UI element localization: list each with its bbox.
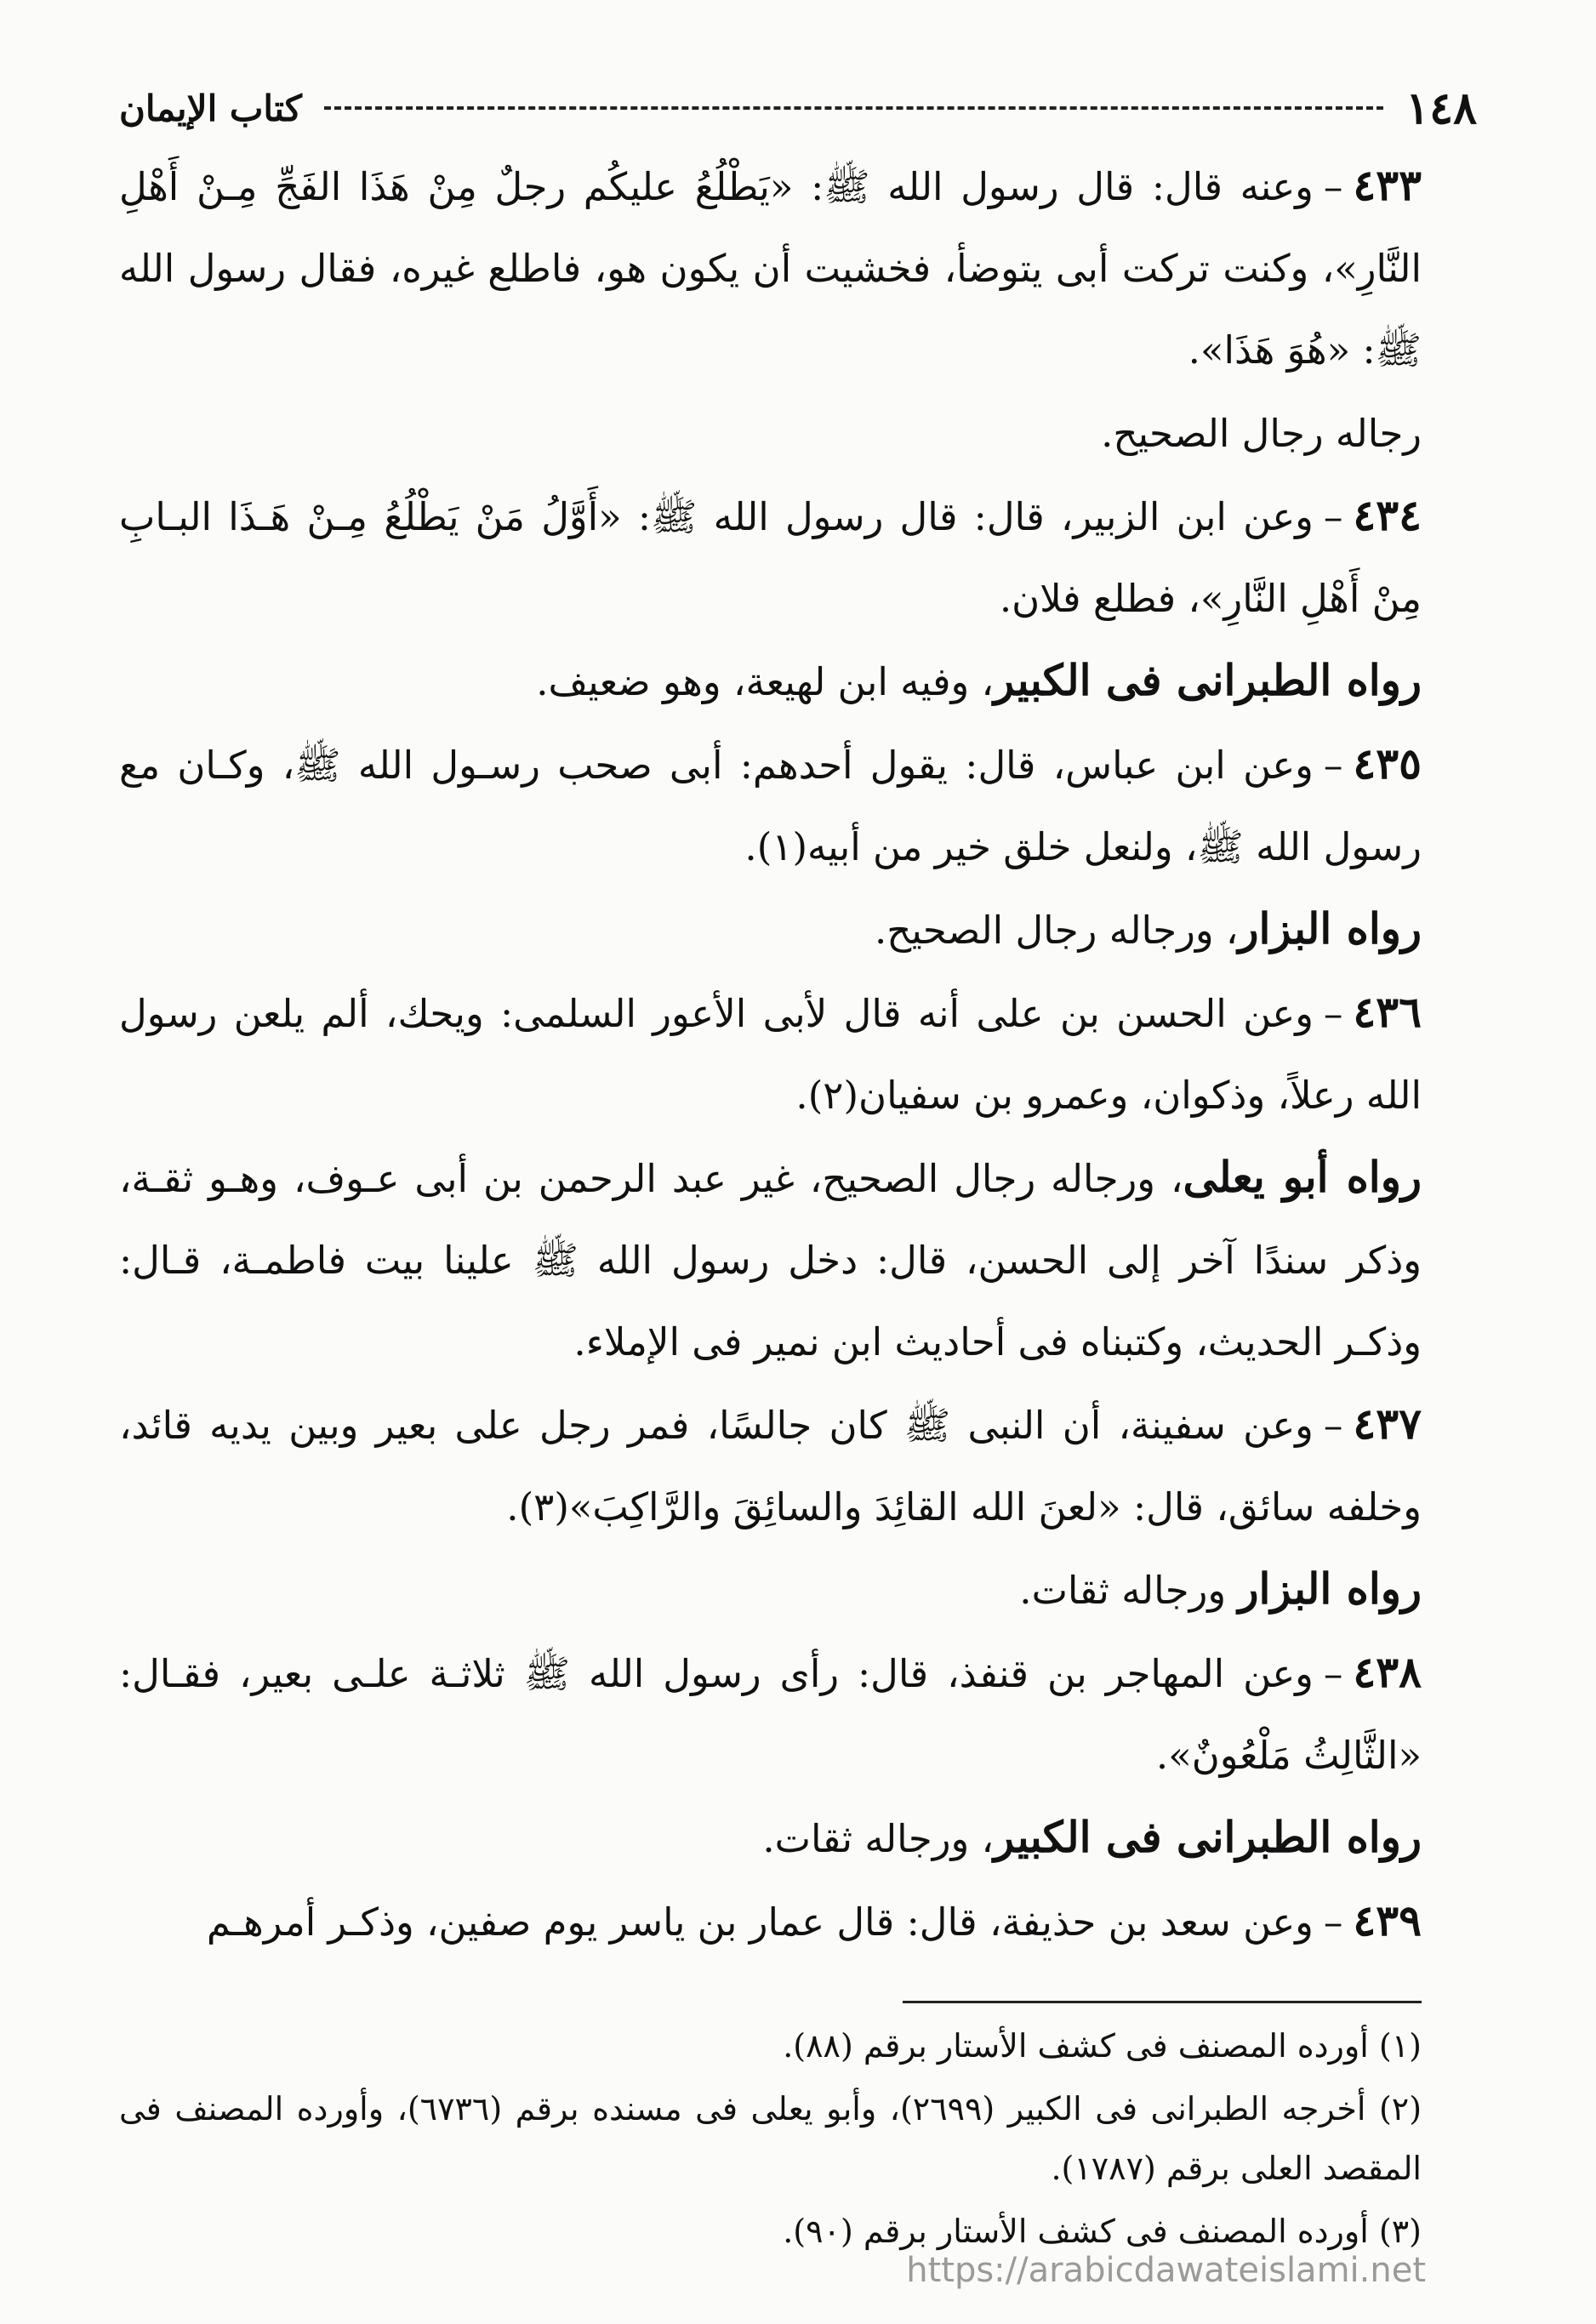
hadith-number: ٤٣٦ — [1353, 987, 1422, 1037]
page-header — [119, 78, 1477, 138]
header-dashed-rule — [324, 106, 1383, 110]
footnote-2 — [119, 2079, 1422, 2198]
source-note — [119, 640, 1422, 723]
hadith-number: ٤٣٣ — [1353, 160, 1422, 210]
source-text: ، ورجاله ثقات. — [762, 1816, 995, 1861]
hadith-text: وعنه قال: قال رسول الله ﷺ: «يَطْلُعُ عليكُم رجلٌ مِنْ هَذَا الفَجِّ مِـنْ أَهْلِ النَّارِ»، وكنت تركت أبى يتوضأ، فخشيت أن يكون هو، فاطلع غيره، فقال رسول الله ﷺ: «هُوَ هَذَا». — [119, 164, 1422, 373]
hadith-437: ٤٣٧–وعن سفينة، أن النبى ﷺ كان جالسًا، فمر رجل على بعير وبين يديه قائد، وخلفه سائق، قال: «لعنَ الله القائِدَ والسائِقَ والرَّاكِبَ»(٣). — [119, 1398, 1422, 1529]
hadith-number: ٤٣٩ — [1353, 1895, 1422, 1945]
footnote-mark: (٣) — [1378, 2213, 1422, 2250]
book-title: كتاب الإيمان — [119, 87, 302, 129]
hadith-number: ٤٣٤ — [1353, 490, 1422, 540]
hadith-number: ٤٣٨ — [1353, 1647, 1422, 1697]
hadith-text: وعن الحسن بن على أنه قال لأبى الأعور السلمى: ويحك، ألم يلعن رسول الله رعلاً، وذكوان، وعمرو بن سفيان(٢). — [119, 991, 1422, 1118]
source-note — [119, 888, 1422, 971]
source-name: رواه البزار — [1238, 1564, 1422, 1614]
footnote-mark: (١) — [1378, 2027, 1422, 2065]
hadith-text: وعن ابن عباس، قال: يقول أحدهم: أبى صحب رسـول الله ﷺ، وكـان مع رسول الله ﷺ، ولنعل خلق خير من أبيه(١). — [119, 743, 1422, 869]
source-note — [119, 1548, 1422, 1632]
source-name: رواه أبو يعلى — [1183, 1152, 1422, 1202]
hadith-number: ٤٣٧ — [1353, 1398, 1422, 1449]
hadith-435: ٤٣٥–وعن ابن عباس، قال: يقول أحدهم: أبى صحب رسـول الله ﷺ، وكـان مع رسول الله ﷺ، ولنعل خلق خير من أبيه(١). — [119, 738, 1422, 869]
source-note — [119, 1797, 1422, 1880]
page-number: ١٤٨ — [1405, 82, 1477, 134]
source-note — [119, 391, 1422, 475]
watermark-url: https://arabicdawateislami.net — [906, 2251, 1426, 2290]
hadith-436: ٤٣٦–وعن الحسن بن على أنه قال لأبى الأعور السلمى: ويحك، ألم يلعن رسول الله رعلاً، وذكوان، وعمرو بن سفيان(٢). — [119, 987, 1422, 1118]
source-text: ، ورجاله رجال الصحيح. — [874, 908, 1239, 953]
hadith-text: وعن سعد بن حذيفة، قال: قال عمار بن ياسر يوم صفين، وذكـر أمرهـم — [206, 1900, 1314, 1945]
hadith-433: ٤٣٣–وعنه قال: قال رسول الله ﷺ: «يَطْلُعُ عليكُم رجلٌ مِنْ هَذَا الفَجِّ مِـنْ أَهْلِ النَّارِ»، وكنت تركت أبى يتوضأ، فخشيت أن يكون هو، فاطلع غيره، فقال رسول الله ﷺ: «هُوَ هَذَا». — [119, 160, 1422, 373]
footnote-text: أورده المصنف فى كشف الأستار برقم (٩٠). — [783, 2213, 1369, 2250]
source-text: ، وفيه ابن لهيعة، وهو ضعيف. — [536, 659, 995, 704]
source-name: رواه الطبرانى فى الكبير — [994, 1812, 1422, 1862]
source-text: ، ورجاله رجال الصحيح، غير عبد الرحمن بن أبى عـوف، وهـو ثقـة، وذكر سندًا آخر إلى الحسن، قال: دخل رسول الله ﷺ علينا بيت فاطمـة، قـال: وذكـر الحديث، وكتبناه فى أحاديث ابن نمير فى الإملاء. — [119, 1156, 1422, 1364]
footnotes — [119, 2016, 1422, 2264]
hadith-number: ٤٣٥ — [1353, 738, 1422, 789]
source-note — [119, 1136, 1422, 1383]
source-name: رواه البزار — [1238, 903, 1422, 954]
hadith-text: وعن ابن الزبير، قال: قال رسول الله ﷺ: «أَوَّلُ مَنْ يَطْلُعُ مِـنْ هَـذَا البـابِ مِنْ أَهْلِ النَّارِ»، فطلع فلان. — [119, 494, 1422, 621]
source-text: ورجاله ثقات. — [1019, 1568, 1239, 1613]
source-name: رواه الطبرانى فى الكبير — [994, 655, 1422, 705]
footnote-separator — [903, 2001, 1422, 2003]
page-body — [119, 145, 1422, 1963]
hadith-439: ٤٣٩–وعن سعد بن حذيفة، قال: قال عمار بن ياسر يوم صفين، وذكـر أمرهـم — [206, 1895, 1422, 1945]
footnote-mark: (٢) — [1378, 2090, 1422, 2127]
hadith-text: وعن سفينة، أن النبى ﷺ كان جالسًا، فمر رجل على بعير وبين يديه قائد، وخلفه سائق، قال: «لعنَ الله القائِدَ والسائِقَ والرَّاكِبَ»(٣). — [119, 1403, 1422, 1529]
hadith-434: ٤٣٤–وعن ابن الزبير، قال: قال رسول الله ﷺ: «أَوَّلُ مَنْ يَطْلُعُ مِـنْ هَـذَا البـابِ مِنْ أَهْلِ النَّارِ»، فطلع فلان. — [119, 490, 1422, 621]
footnote-text: أخرجه الطبرانى فى الكبير (٢٦٩٩)، وأبو يعلى فى مسنده برقم (٦٧٣٦)، وأورده المصنف فى المقصد العلى برقم (١٧٨٧). — [119, 2090, 1422, 2187]
hadith-text: وعن المهاجر بن قنفذ، قال: رأى رسول الله ﷺ ثلاثـة علـى بعير، فقـال: «الثَّالِثُ مَلْعُونٌ». — [119, 1651, 1422, 1778]
footnote-1 — [119, 2016, 1422, 2076]
footnote-text: أورده المصنف فى كشف الأستار برقم (٨٨). — [783, 2027, 1369, 2065]
hadith-438: ٤٣٨–وعن المهاجر بن قنفذ، قال: رأى رسول الله ﷺ ثلاثـة علـى بعير، فقـال: «الثَّالِثُ مَلْعُونٌ». — [119, 1647, 1422, 1778]
source-text: رجاله رجال الصحيح. — [1101, 411, 1422, 456]
